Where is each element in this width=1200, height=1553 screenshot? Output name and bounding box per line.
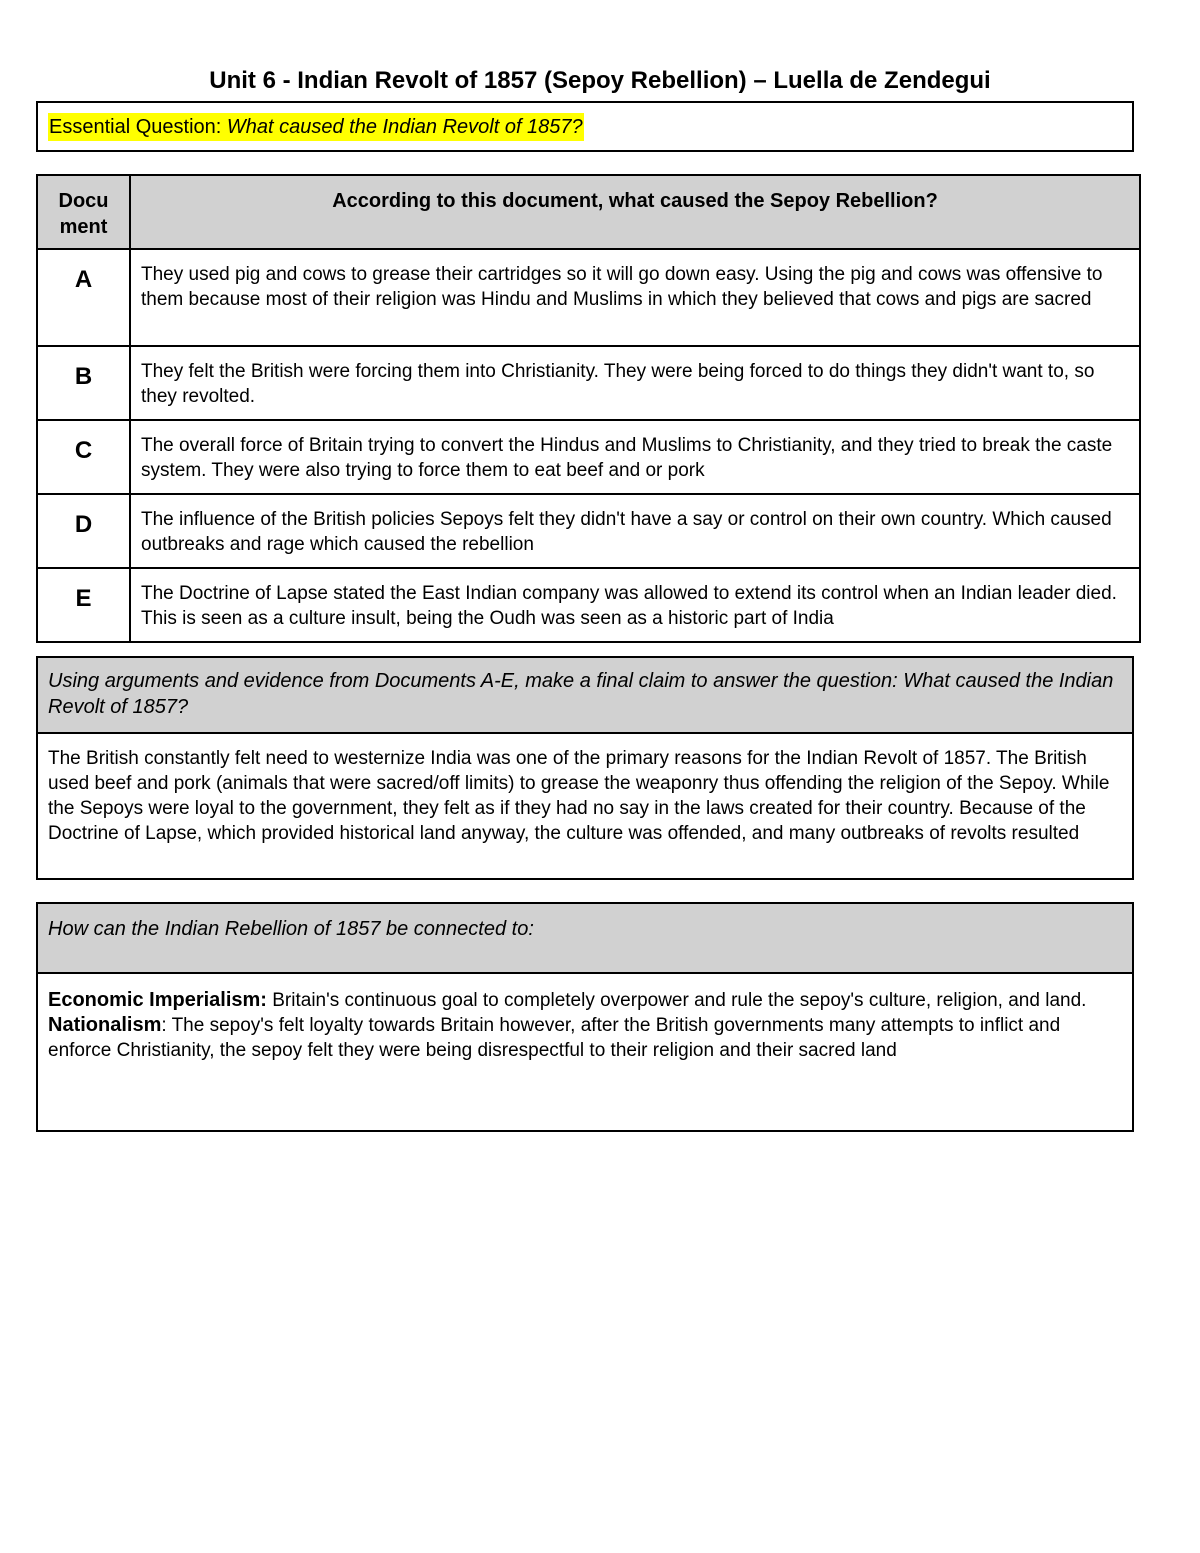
document-answer: The influence of the British policies Sepoys felt they didn't have a say or control on their own country. Which caused outbreaks and rage which caused the rebellion (130, 494, 1140, 568)
table-header-row (37, 175, 1140, 249)
connections-answers (38, 974, 1132, 1063)
document-answer: The Doctrine of Lapse stated the East Indian company was allowed to extend its control when an Indian leader died. This is seen as a culture insult, being the Oudh was seen as a historic part of India (130, 568, 1140, 642)
economic-imperialism-answer (48, 988, 1122, 1013)
documents-table (36, 174, 1141, 643)
document-letter: B (37, 346, 130, 420)
table-row (37, 568, 1140, 642)
essential-question (48, 113, 584, 141)
table-row (37, 249, 1140, 346)
document-letter: D (37, 494, 130, 568)
page-title: Unit 6 - Indian Revolt of 1857 (Sepoy Rebellion) – Luella de Zendegui (209, 67, 991, 94)
essential-question-box (36, 101, 1134, 152)
final-claim-answer: The British constantly felt need to westernize India was one of the primary reasons for the Indian Revolt of 1857. The British used beef and pork (animals that were sacred/off limits) to grease the weaponry thus offending the religion of the Sepoy. While the Sepoys were loyal to the government, they felt as if they had no say in the laws created for their country. Because of the Doctrine of Lapse, which provided historical land anyway, the culture was offended, and many outbreaks of revolts resulted (48, 748, 1110, 844)
final-claim-box (36, 656, 1134, 880)
document-answer: They felt the British were forcing them into Christianity. They were being forced to do things they didn't want to, so they revolted. (130, 346, 1140, 420)
nationalism-label: Nationalism (48, 1014, 162, 1036)
table-row (37, 420, 1140, 494)
document-answer: The overall force of Britain trying to convert the Hindus and Muslims to Christianity, and they tried to break the caste system. They were also trying to force them to eat beef and or pork (130, 420, 1140, 494)
document-letter: C (37, 420, 130, 494)
nationalism-text: : The sepoy's felt loyalty towards Britain however, after the British governments many attempts to inflict and enforce Christianity, the sepoy felt they were being disrespectful to their religion and their sacred land (48, 1015, 1061, 1061)
document-letter: A (37, 249, 130, 346)
essential-question-text: What caused the Indian Revolt of 1857? (226, 116, 583, 138)
essential-question-label: Essential Question: (49, 116, 227, 138)
nationalism-answer (48, 1013, 1122, 1063)
document-answer: They used pig and cows to grease their cartridges so it will go down easy. Using the pig and cows was offensive to them because most of their religion was Hindu and Muslims in which they believed that cows and pigs are sacred (130, 249, 1140, 346)
table-row (37, 346, 1140, 420)
document-letter: E (37, 568, 130, 642)
header-question: According to this document, what caused the Sepoy Rebellion? (130, 175, 1140, 249)
final-claim-prompt: Using arguments and evidence from Documents A-E, make a final claim to answer the question: What caused the Indian Revolt of 1857? (38, 658, 1132, 734)
header-document: Docu ment (37, 175, 130, 249)
economic-imperialism-text: Britain's continuous goal to completely overpower and rule the sepoy's culture, religion, and land. (266, 990, 1087, 1011)
table-row (37, 494, 1140, 568)
economic-imperialism-label: Economic Imperialism: (48, 989, 267, 1011)
connections-box (36, 902, 1134, 1132)
connections-prompt: How can the Indian Rebellion of 1857 be connected to: (38, 904, 1132, 974)
